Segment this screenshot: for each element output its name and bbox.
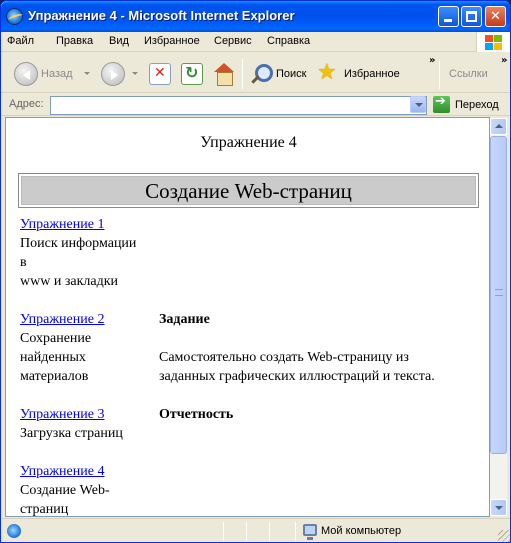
links-label[interactable]: Ссылки	[449, 68, 488, 80]
scroll-thumb[interactable]	[490, 136, 507, 454]
task-heading: Задание	[159, 312, 210, 327]
menu-file[interactable]: Файл	[7, 35, 35, 47]
toolbar-chevron-icon[interactable]: »	[429, 55, 436, 66]
exercise-link-3[interactable]: Упражнение 3	[20, 407, 105, 422]
maximize-icon	[466, 11, 477, 22]
exercise-desc-line: материалов	[20, 369, 89, 384]
exercise-item	[20, 215, 158, 291]
forward-dropdown-icon[interactable]	[132, 72, 138, 75]
exercise-item	[20, 405, 158, 443]
page-status-icon	[7, 524, 21, 538]
task-text: Самостоятельно создать Web-страницу из	[159, 350, 409, 365]
status-bar	[1, 518, 511, 543]
go-button-label[interactable]: Переход	[455, 99, 499, 111]
exercise-item	[20, 462, 158, 517]
status-divider	[295, 522, 296, 541]
task-section	[159, 310, 489, 424]
back-dropdown-icon[interactable]	[84, 72, 90, 75]
exercise-desc-line: Загрузка страниц	[20, 426, 123, 441]
resize-grip-icon[interactable]	[498, 530, 510, 542]
menu-edit[interactable]: Правка	[56, 35, 94, 47]
vertical-scrollbar[interactable]	[490, 118, 507, 516]
exercise-desc-line: www и закладки	[20, 274, 118, 289]
exercise-link-2[interactable]: Упражнение 2	[20, 312, 105, 327]
refresh-icon[interactable]	[181, 63, 203, 85]
minimize-button[interactable]	[438, 6, 459, 27]
exercise-nav	[20, 215, 158, 517]
exercise-desc-line: страниц	[20, 502, 69, 517]
window-title: Упражнение 4 - Microsoft Internet Explorer	[28, 8, 295, 23]
back-icon[interactable]	[14, 62, 38, 86]
exercise-desc-line: в	[20, 255, 27, 270]
back-button-label[interactable]: Назад	[41, 68, 73, 80]
exercise-desc-line: Поиск информации	[20, 236, 137, 251]
favorites-button-label[interactable]: Избранное	[344, 68, 400, 80]
forward-icon[interactable]	[101, 62, 125, 86]
search-icon[interactable]	[249, 63, 273, 87]
standard-toolbar	[1, 53, 511, 93]
menu-bar	[1, 32, 511, 52]
windows-logo-icon	[476, 32, 511, 52]
exercise-link-4[interactable]: Упражнение 4	[20, 464, 105, 479]
menu-favorites[interactable]: Избранное	[144, 35, 200, 47]
stop-icon[interactable]	[149, 63, 171, 85]
page-content	[5, 117, 490, 517]
toolbar-separator	[439, 59, 440, 89]
report-heading: Отчетность	[159, 407, 234, 422]
address-dropdown-icon[interactable]	[410, 96, 426, 113]
links-chevron-icon[interactable]: »	[501, 55, 508, 66]
task-text: заданных графических иллюстраций и текста.	[159, 369, 435, 384]
menu-view[interactable]: Вид	[109, 35, 129, 47]
go-arrow-icon[interactable]	[433, 96, 450, 113]
internet-explorer-icon	[6, 8, 23, 25]
minimize-icon	[444, 19, 452, 22]
status-divider	[223, 522, 224, 541]
exercise-item	[20, 310, 158, 386]
favorites-star-icon[interactable]: ★	[317, 60, 337, 85]
search-button-label[interactable]: Поиск	[276, 68, 307, 80]
scroll-up-icon[interactable]	[490, 118, 507, 135]
address-bar	[1, 94, 511, 116]
address-label: Адрес:	[9, 98, 44, 110]
security-zone-text: Мой компьютер	[321, 525, 402, 537]
home-icon[interactable]	[212, 63, 234, 85]
exercise-desc-line: найденных	[20, 350, 86, 365]
title-bar[interactable]	[1, 1, 511, 32]
close-button[interactable]: ✕	[485, 6, 506, 27]
toolbar-separator	[242, 59, 243, 89]
maximize-button[interactable]	[461, 6, 482, 27]
grip-icon	[495, 289, 503, 296]
page-banner	[18, 173, 479, 208]
banner-heading: Создание Web-страниц	[21, 176, 476, 205]
page-title: Упражнение 4	[200, 134, 297, 151]
exercise-desc-line: Создание Web-	[20, 483, 110, 498]
scroll-down-icon[interactable]	[490, 499, 507, 516]
menu-tools[interactable]: Сервис	[214, 35, 252, 47]
address-input[interactable]	[50, 96, 427, 115]
status-divider	[246, 522, 247, 541]
exercise-desc-line: Сохранение	[20, 331, 92, 346]
status-divider	[269, 522, 270, 541]
exercise-link-1[interactable]: Упражнение 1	[20, 217, 105, 232]
my-computer-icon	[303, 524, 317, 536]
menu-help[interactable]: Справка	[267, 35, 311, 47]
